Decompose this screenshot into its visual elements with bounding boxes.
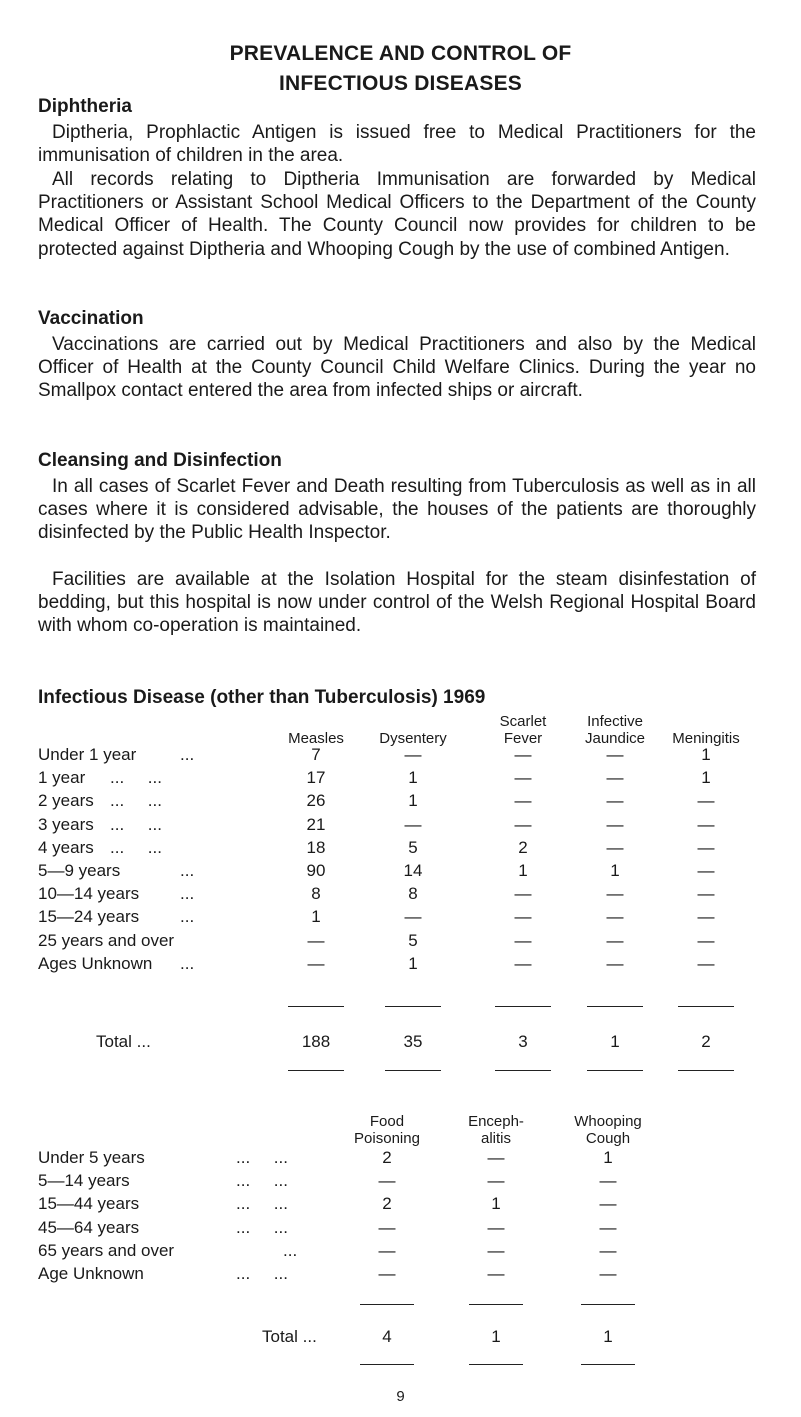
vaccination-paragraph-1 <box>38 333 756 403</box>
table-cell: — <box>404 745 422 764</box>
row-leader-dots: ... ... <box>236 1264 288 1283</box>
table-cell: 1 <box>408 791 418 811</box>
table-cell: 1 <box>518 861 528 880</box>
table-cell: — <box>606 907 624 927</box>
table-cell: — <box>514 814 532 834</box>
total-label: Total ... <box>96 1032 151 1051</box>
column-header: Cough <box>585 1130 631 1147</box>
page-number: 9 <box>396 1388 405 1405</box>
column-header: Dysentery <box>379 730 447 747</box>
table-cell: — <box>697 861 715 880</box>
row-label: 15—44 years <box>38 1194 140 1214</box>
total-rule-bottom <box>581 1364 635 1365</box>
total-rule-bottom <box>385 1070 441 1071</box>
table-cell: 1 <box>701 745 711 764</box>
table-cell: 7 <box>311 745 321 764</box>
total-rule-bottom <box>495 1070 551 1071</box>
row-label: 2 years <box>38 791 94 811</box>
table-cell: — <box>378 1240 396 1260</box>
row-leader-dots: ... ... <box>236 1148 288 1167</box>
table-cell: — <box>606 791 624 811</box>
table-cell: — <box>404 907 422 927</box>
column-header-line1: Whooping <box>574 1113 642 1130</box>
table-cell: — <box>599 1240 617 1260</box>
table-cell: 2 <box>518 837 528 857</box>
table-cell: — <box>487 1171 505 1191</box>
table-title: Infectious Disease (other than Tuberculosis) 1969 <box>38 687 486 708</box>
table-cell: 5 <box>408 930 418 950</box>
section-heading-diphtheria: Diphtheria <box>38 96 132 117</box>
table-cell: — <box>404 814 422 834</box>
row-label: 5—9 years <box>38 861 121 880</box>
total-cell: 3 <box>518 1032 528 1051</box>
table-cell: 5 <box>408 837 418 857</box>
cleansing-paragraph-1 <box>38 475 756 545</box>
table-cell: 1 <box>603 1148 613 1167</box>
table-cell: — <box>697 930 715 950</box>
table-cell: — <box>307 953 325 973</box>
row-leader-dots: ... ... <box>110 837 162 857</box>
table-cell: 8 <box>311 884 321 904</box>
table-cell: — <box>514 768 532 788</box>
total-rule-top <box>495 1006 551 1007</box>
table-cell: — <box>606 884 624 904</box>
column-header: Jaundice <box>584 730 646 747</box>
row-label: Under 5 years <box>38 1148 145 1167</box>
total-cell: 1 <box>610 1032 620 1051</box>
row-leader-dots: ... <box>180 884 195 904</box>
table-cell: 8 <box>408 884 418 904</box>
total-cell: 1 <box>603 1327 613 1346</box>
section-heading-cleansing: Cleansing and Disinfection <box>38 450 282 471</box>
page-title-line2: INFECTIOUS DISEASES <box>278 72 522 95</box>
total-cell: 35 <box>403 1032 423 1051</box>
row-label: Age Unknown <box>38 1264 144 1283</box>
diphtheria-paragraph-1 <box>38 121 756 167</box>
table-cell: — <box>487 1264 505 1283</box>
table-cell: — <box>514 907 532 927</box>
table-cell: 21 <box>306 814 326 834</box>
table-cell: — <box>697 907 715 927</box>
column-header-line1: Infective <box>587 713 643 730</box>
page-title-line1: PREVALENCE AND CONTROL OF <box>229 42 572 65</box>
total-cell: 2 <box>701 1032 711 1051</box>
column-header-line1: Scarlet <box>499 713 547 730</box>
row-label: 15—24 years <box>38 907 140 927</box>
total-cell: 188 <box>301 1032 331 1051</box>
row-leader-dots: ... ... <box>110 814 162 834</box>
total-cell: 4 <box>382 1327 392 1346</box>
total-rule-top <box>385 1006 441 1007</box>
row-label: Ages Unknown <box>38 953 153 973</box>
table-cell: 1 <box>408 953 418 973</box>
row-label: 1 year <box>38 768 86 788</box>
column-header-line1: Enceph- <box>468 1113 524 1130</box>
vaccination-text-1: Vaccinations are carried out by Medical Practitioners and also by the Medical Officer of Health at the County Council Child Welfare Clinics. During the year no Smallpox contact entered the area from infected ships or aircraft. <box>38 334 756 402</box>
table-cell: 2 <box>382 1148 392 1167</box>
row-leader-dots: ... <box>180 953 195 973</box>
total-rule-top <box>581 1304 635 1305</box>
section-heading-vaccination: Vaccination <box>38 308 144 329</box>
table-cell: — <box>606 953 624 973</box>
table-cell: 14 <box>403 861 423 880</box>
table-cell: — <box>606 930 624 950</box>
total-rule-bottom <box>469 1364 523 1365</box>
cleansing-text-1: In all cases of Scarlet Fever and Death resulting from Tuberculosis as well as in all cases where it is considered advisable, the houses of the patients are thoroughly disinfected by the Public Health Inspector. <box>38 476 756 544</box>
table-cell: — <box>606 768 624 788</box>
row-label: 65 years and over <box>38 1240 175 1260</box>
table-cell: — <box>378 1171 396 1191</box>
column-header: Fever <box>503 730 543 747</box>
total-rule-bottom <box>678 1070 734 1071</box>
row-label: 45—64 years <box>38 1217 140 1237</box>
table-cell: — <box>599 1217 617 1237</box>
table-cell: — <box>514 884 532 904</box>
table-cell: 18 <box>306 837 326 857</box>
total-rule-top <box>360 1304 414 1305</box>
diphtheria-text-1: Diptheria, Prophlactic Antigen is issued free to Medical Practitioners for the immunisation of children in the area. <box>38 122 756 167</box>
column-header: Measles <box>288 730 344 747</box>
table-cell: — <box>599 1194 617 1214</box>
row-label: 10—14 years <box>38 884 140 904</box>
diphtheria-text-2: All records relating to Diptheria Immunisation are forwarded by Medical Practitioners or Assistant School Medical Officers to the Department of the County Medical Officer of Health. The County Council now provides for children to be protected against Diptheria and Whooping Cough by the use of combined Antigen. <box>38 169 756 260</box>
row-leader-dots: ... ... <box>110 791 162 811</box>
table-cell: 1 <box>408 768 418 788</box>
cleansing-text-2: Facilities are available at the Isolation Hospital for the steam disinfestation of bedding, but this hospital is now under control of the Welsh Regional Hospital Board with whom co-operation is maintained. <box>38 569 756 637</box>
table-cell: 1 <box>311 907 321 927</box>
table-cell: 1 <box>701 768 711 788</box>
table-cell: — <box>697 791 715 811</box>
row-label: Under 1 year <box>38 745 137 764</box>
total-rule-top <box>469 1304 523 1305</box>
row-label: 5—14 years <box>38 1171 130 1191</box>
row-leader-dots: ... ... <box>236 1217 288 1237</box>
row-label: 25 years and over <box>38 930 175 950</box>
table-cell: — <box>599 1264 617 1283</box>
column-header-line1: Food <box>369 1113 405 1130</box>
table-cell: — <box>378 1217 396 1237</box>
table-cell: — <box>697 837 715 857</box>
table-cell: — <box>599 1171 617 1191</box>
table-cell: 26 <box>306 791 326 811</box>
table-cell: — <box>697 953 715 973</box>
column-header: alitis <box>480 1130 512 1147</box>
total-label: Total ... <box>262 1327 317 1346</box>
row-label: 3 years <box>38 814 94 834</box>
total-rule-top <box>587 1006 643 1007</box>
diphtheria-paragraph-2 <box>38 168 756 261</box>
table-cell: 90 <box>306 861 326 880</box>
table-cell: — <box>697 814 715 834</box>
row-leader-dots: ... <box>180 907 195 927</box>
column-header: Meningitis <box>672 730 740 747</box>
table-cell: — <box>378 1264 396 1283</box>
row-leader-dots: ... ... <box>110 768 162 788</box>
row-leader-dots: ... ... <box>236 1194 288 1214</box>
cleansing-paragraph-2 <box>38 568 756 638</box>
table-cell: — <box>487 1217 505 1237</box>
table-cell: — <box>697 884 715 904</box>
row-leader-dots: ... <box>180 861 195 880</box>
table-cell: 2 <box>382 1194 392 1214</box>
table-cell: — <box>514 745 532 764</box>
table-cell: 1 <box>491 1194 501 1214</box>
table-cell: — <box>487 1240 505 1260</box>
column-header: Poisoning <box>354 1130 420 1147</box>
table-cell: 1 <box>610 861 620 880</box>
table-cell: — <box>307 930 325 950</box>
table-cell: — <box>487 1148 505 1167</box>
table-cell: — <box>514 791 532 811</box>
table-cell: — <box>606 814 624 834</box>
total-rule-bottom <box>288 1070 344 1071</box>
row-leader-dots: ... <box>283 1240 298 1260</box>
total-rule-bottom <box>360 1364 414 1365</box>
row-leader-dots: ... ... <box>236 1171 288 1191</box>
row-leader-dots: ... <box>180 745 195 764</box>
row-label: 4 years <box>38 837 94 857</box>
total-cell: 1 <box>491 1327 501 1346</box>
table-cell: 17 <box>306 768 326 788</box>
total-rule-top <box>678 1006 734 1007</box>
table-cell: — <box>606 837 624 857</box>
table-cell: — <box>606 745 624 764</box>
total-rule-bottom <box>587 1070 643 1071</box>
total-rule-top <box>288 1006 344 1007</box>
table-cell: — <box>514 930 532 950</box>
table-cell: — <box>514 953 532 973</box>
